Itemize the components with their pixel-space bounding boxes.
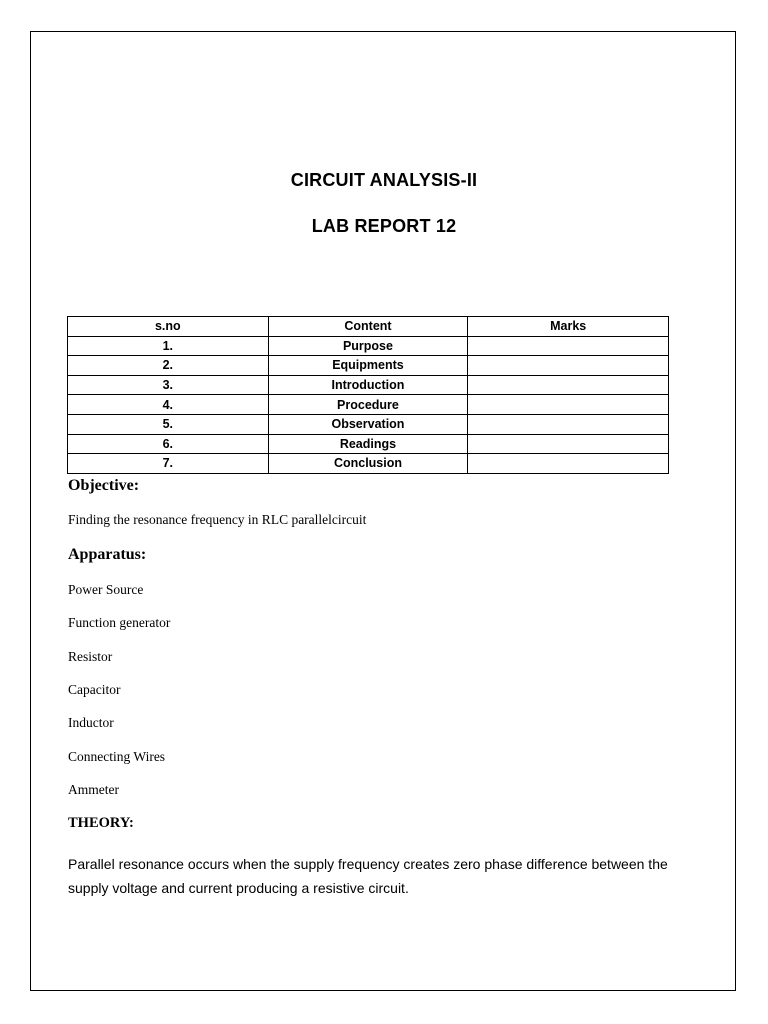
report-subtitle: LAB REPORT 12 (311, 216, 457, 236)
cell-sno: 7. (68, 454, 269, 474)
table-row (68, 395, 669, 415)
apparatus-item: Ammeter (68, 782, 119, 797)
apparatus-item: Function generator (68, 615, 171, 630)
table-header-row (68, 317, 669, 337)
cell-content: Equipments (268, 356, 468, 376)
cell-marks (468, 434, 669, 454)
report-title: CIRCUIT ANALYSIS-II (290, 170, 478, 190)
table-row (68, 336, 669, 356)
cell-marks (468, 336, 669, 356)
header-content: Content (268, 317, 468, 337)
table-row (68, 414, 669, 434)
cell-content: Introduction (268, 375, 468, 395)
cell-sno: 6. (68, 434, 269, 454)
apparatus-item: Power Source (68, 582, 144, 597)
theory-text: Parallel resonance occurs when the supply frequency creates zero phase difference between the supply voltage and current producing a resistive circuit. (68, 856, 668, 896)
objective-heading: Objective: (68, 477, 140, 494)
cell-sno: 4. (68, 395, 269, 415)
table-row (68, 454, 669, 474)
theory-heading: THEORY: (68, 815, 134, 831)
table-row (68, 375, 669, 395)
cell-sno: 2. (68, 356, 269, 376)
cell-marks (468, 414, 669, 434)
apparatus-item: Connecting Wires (68, 749, 166, 764)
apparatus-item: Resistor (68, 649, 113, 664)
apparatus-item: Capacitor (68, 682, 121, 697)
cell-sno: 1. (68, 336, 269, 356)
cell-content: Conclusion (268, 454, 468, 474)
objective-text: Finding the resonance frequency in RLC parallelcircuit (68, 512, 367, 527)
cell-marks (468, 375, 669, 395)
cell-content: Procedure (268, 395, 468, 415)
marks-table (67, 316, 669, 474)
cell-sno: 3. (68, 375, 269, 395)
cell-marks (468, 454, 669, 474)
table-row (68, 356, 669, 376)
table-row (68, 434, 669, 454)
cell-content: Observation (268, 414, 468, 434)
header-marks: Marks (468, 317, 669, 337)
cell-sno: 5. (68, 414, 269, 434)
cell-content: Purpose (268, 336, 468, 356)
cell-marks (468, 395, 669, 415)
header-sno: s.no (68, 317, 269, 337)
apparatus-heading: Apparatus: (68, 546, 147, 563)
cell-marks (468, 356, 669, 376)
apparatus-item: Inductor (68, 715, 114, 730)
cell-content: Readings (268, 434, 468, 454)
